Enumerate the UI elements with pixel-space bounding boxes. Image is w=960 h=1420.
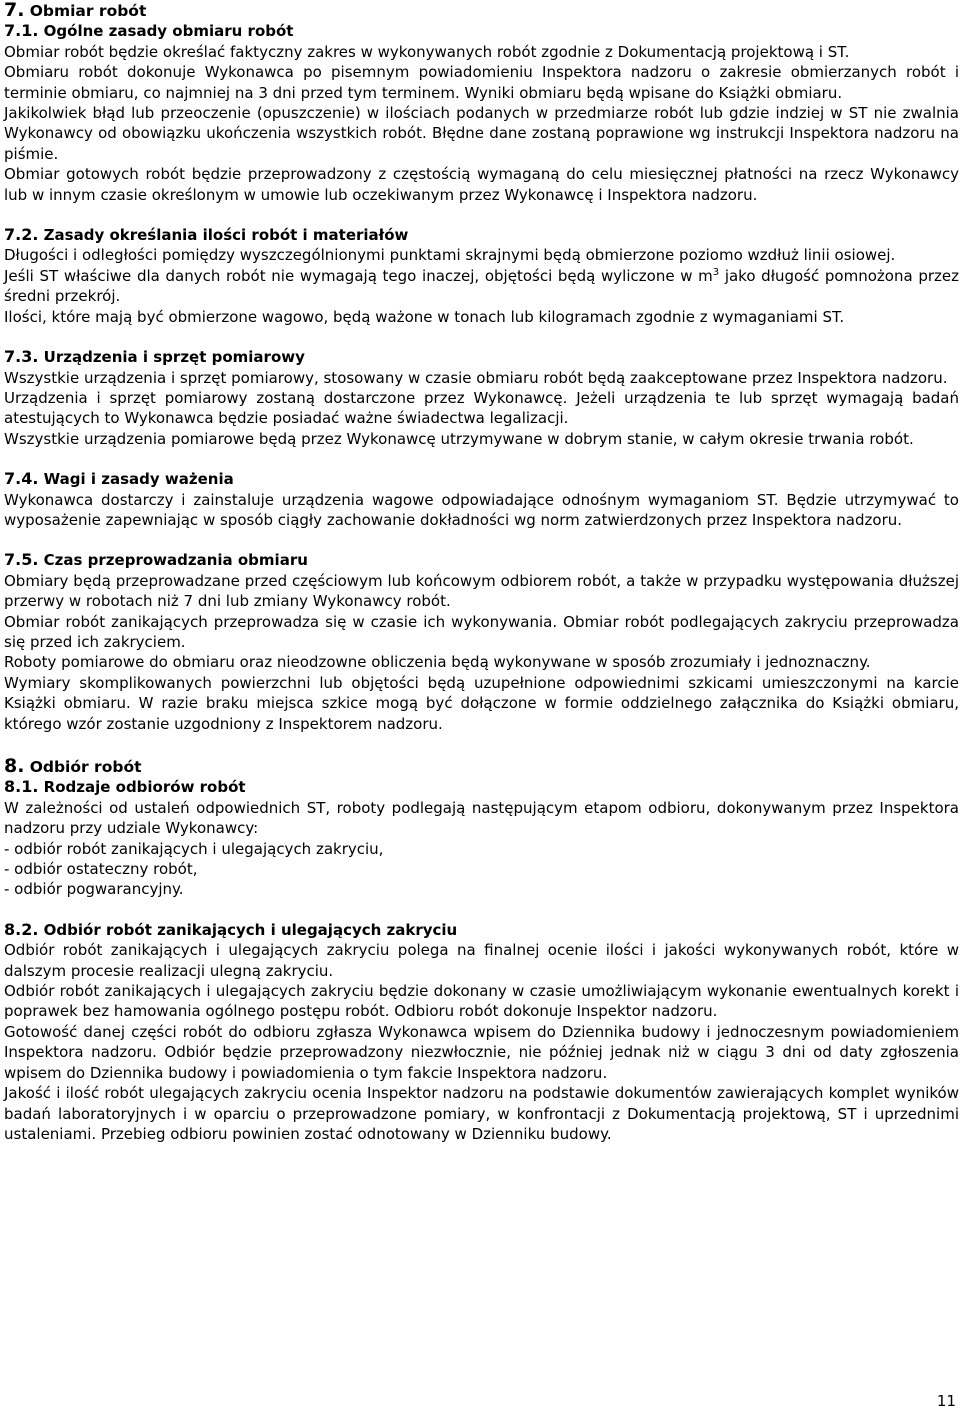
paragraph-text: jako długość pomnożona przez średni przekrój.	[4, 266, 959, 306]
section-7-1-body	[4, 42, 959, 205]
section-8-2-body	[4, 940, 959, 1144]
paragraph-text: Jeśli ST właściwe dla danych robót nie wymagają tego inaczej, objętości będą wyliczone w m	[4, 266, 713, 285]
paragraph: Wszystkie urządzenia i sprzęt pomiarowy, stosowany w czasie obmiaru robót będą zaakceptowane przez Inspektora nadzoru.	[4, 368, 948, 387]
paragraph: W zależności od ustaleń odpowiednich ST, roboty podlegają następującym etapom odbioru, dokonywanym przez Inspektora nadzoru przy udziale Wykonawcy:	[4, 798, 959, 838]
paragraph: Urządzenia i sprzęt pomiarowy zostaną dostarczone przez Wykonawcę. Jeżeli urządzenia te lub sprzęt wymagają badań atestujących to Wykonawca będzie posiadać ważne świadectwa legalizacji.	[4, 388, 959, 428]
paragraph: Roboty pomiarowe do obmiaru oraz nieodzowne obliczenia będą wykonywane w sposób zrozumiały i jednoznaczny.	[4, 653, 871, 672]
section-title: Odbiór robót	[29, 758, 142, 776]
paragraph: Gotowość danej części robót do odbioru zgłasza Wykonawca wpisem do Dziennika budowy i jednoczesnym powiadomieniem Inspektora nadzoru. Odbiór będzie przeprowadzony niezwłocznie, nie później jednak niż w ciągu 3 dni od daty zgłoszenia wpisem do Dziennika budowy i powiadomienia o tym fakcie Inspektora nadzoru.	[4, 1022, 959, 1082]
superscript: 3	[712, 266, 720, 278]
section-7-5-heading	[4, 550, 959, 570]
section-number: 8.	[4, 755, 25, 777]
section-8-heading	[4, 756, 959, 777]
section-number: 7.1.	[4, 21, 39, 41]
section-7-4-heading	[4, 469, 959, 489]
section-8-1-heading	[4, 777, 959, 797]
section-7-heading	[4, 0, 959, 21]
paragraph: Jakość i ilość robót ulegających zakryciu ocenia Inspektor nadzoru na podstawie dokumentów zawierających komplet wyników badań laboratoryjnych i w oparciu o przeprowadzone pomiary, w konfrontacji z Dokumentacją projektową, ST i uprzednimi ustaleniami. Przebieg odbioru powinien zostać odnotowany w Dzienniku budowy.	[4, 1084, 959, 1143]
page-number: 11	[936, 1392, 956, 1410]
odbior-list	[4, 839, 959, 900]
section-7-2-heading	[4, 225, 959, 245]
paragraph: Obmiaru robót dokonuje Wykonawca po pisemnym powiadomieniu Inspektora nadzoru o zakresie obmierzanych robót i terminie obmiaru, co najmniej na 3 dni przed tym terminem. Wyniki obmiaru będą wpisane do Książki obmiaru.	[4, 63, 959, 102]
section-number: 7.	[4, 0, 25, 21]
section-number: 7.4.	[4, 469, 39, 489]
section-title: Odbiór robót zanikających i ulegających zakryciu	[43, 920, 458, 939]
list-item: - odbiór pogwarancyjny.	[4, 880, 184, 899]
section-7-2-body	[4, 245, 959, 327]
paragraph: Obmiar gotowych robót będzie przeprowadzony z częstością wymaganą do celu miesięcznej płatności na rzecz Wykonawcy lub w innym czasie określonym w umowie lub oczekiwanym przez Wykonawcę i Inspektora nadzoru.	[4, 165, 959, 204]
document-page	[4, 0, 959, 1144]
paragraph: Wszystkie urządzenia pomiarowe będą przez Wykonawcę utrzymywane w dobrym stanie, w całym okresie trwania robót.	[4, 429, 914, 448]
paragraph: Obmiary będą przeprowadzane przed częściowym lub końcowym odbiorem robót, a także w przypadku występowania dłuższej przerwy w robotach niż 7 dni lub zmiany Wykonawcy robót.	[4, 571, 959, 611]
paragraph: Wykonawca dostarczy i zainstaluje urządzenia wagowe odpowiadające odnośnym wymaganiom ST. Będzie utrzymywać to wyposażenie zapewniając w sposób ciągły zachowanie dokładności wg norm zatwierdzonych przez Inspektora nadzoru.	[4, 490, 959, 529]
section-7-3-body	[4, 368, 959, 450]
section-title: Ogólne zasady obmiaru robót	[43, 22, 294, 41]
section-title: Rodzaje odbiorów robót	[43, 778, 246, 797]
section-title: Obmiar robót	[29, 2, 147, 20]
section-number: 7.5.	[4, 550, 39, 570]
section-title: Wagi i zasady ważenia	[43, 470, 234, 489]
paragraph: Obmiar robót zanikających przeprowadza się w czasie ich wykonywania. Obmiar robót podlegających zakryciu przeprowadza się przed ich zakryciem.	[4, 612, 959, 651]
section-8-1-body	[4, 798, 959, 839]
section-title: Czas przeprowadzania obmiaru	[43, 551, 308, 570]
paragraph: Jakikolwiek błąd lub przeoczenie (opuszczenie) w ilościach podanych w przedmiarze robót lub gdzie indziej w ST nie zwalnia Wykonawcy od obowiązku ukończenia wszystkich robót. Błędne dane zostaną poprawione wg instrukcji Inspektora nadzoru na piśmie.	[4, 104, 959, 163]
paragraph: Ilości, które mają być obmierzone wagowo, będą ważone w tonach lub kilogramach zgodnie z wymaganiami ST.	[4, 307, 845, 326]
section-7-3-heading	[4, 347, 959, 367]
list-item: - odbiór ostateczny robót,	[4, 860, 198, 879]
paragraph: Odbiór robót zanikających i ulegających zakryciu będzie dokonany w czasie umożliwiającym wykonanie ewentualnych korekt i poprawek bez hamowania ogólnego postępu robót. Odbioru robót dokonuje Inspektor nadzoru.	[4, 982, 959, 1021]
section-number: 8.1.	[4, 777, 39, 797]
section-7-5-body	[4, 571, 959, 734]
list-item: - odbiór robót zanikających i ulegających zakryciu,	[4, 839, 384, 858]
section-number: 7.3.	[4, 347, 39, 367]
section-title: Urządzenia i sprzęt pomiarowy	[43, 348, 305, 367]
section-number: 7.2.	[4, 225, 39, 245]
paragraph: Obmiar robót będzie określać faktyczny zakres w wykonywanych robót zgodnie z Dokumentacją projektową i ST.	[4, 42, 850, 61]
section-8-2-heading	[4, 920, 959, 940]
section-7-1-heading	[4, 21, 959, 41]
section-title: Zasady określania ilości robót i materiałów	[43, 226, 409, 245]
section-number: 8.2.	[4, 919, 39, 939]
section-7-4-body	[4, 490, 959, 531]
paragraph	[4, 266, 959, 307]
paragraph: Długości i odległości pomiędzy wyszczególnionymi punktami skrajnymi będą obmierzone poziomo wzdłuż linii osiowej.	[4, 246, 896, 265]
paragraph: Wymiary skomplikowanych powierzchni lub objętości będą uzupełnione odpowiednimi szkicami umieszczonymi na karcie Książki obmiaru. W razie braku miejsca szkice mogą być dołączone w formie oddzielnego załącznika do Książki obmiaru, którego wzór zostanie uzgodniony z Inspektorem nadzoru.	[4, 673, 959, 733]
paragraph: Odbiór robót zanikających i ulegających zakryciu polega na finalnej ocenie ilości i jakości wykonywanych robót, które w dalszym procesie realizacji ulegną zakryciu.	[4, 941, 959, 980]
